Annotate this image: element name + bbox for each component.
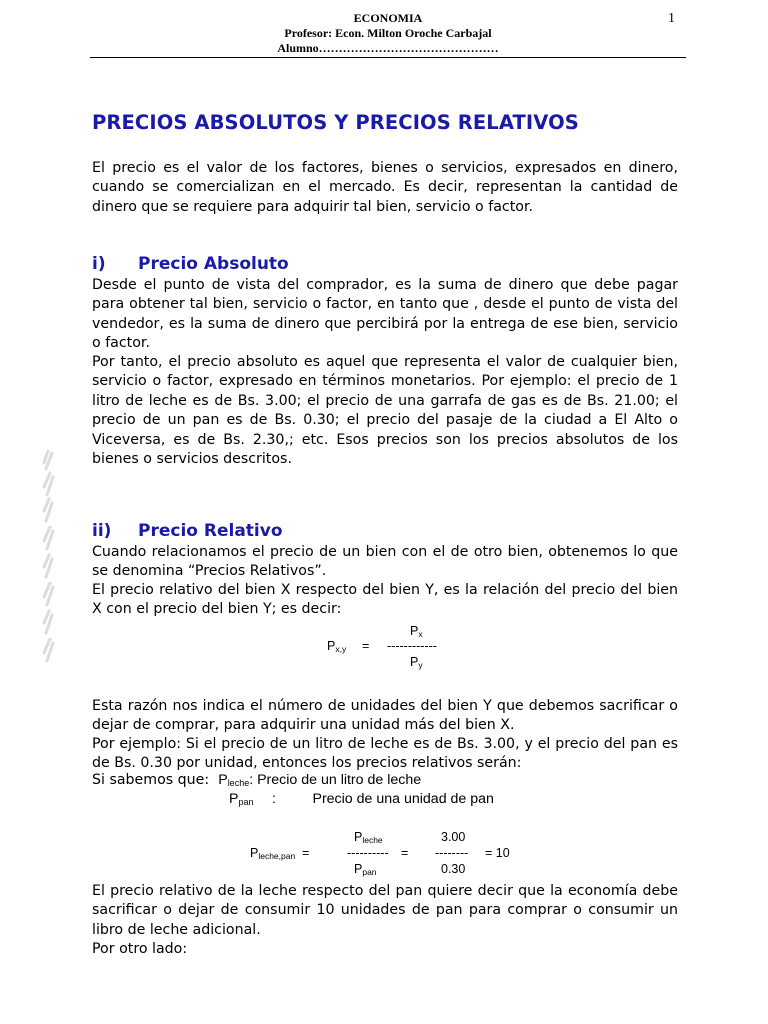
formula2-equals-2: = — [401, 846, 409, 860]
header-divider — [90, 57, 686, 58]
formula-divider: ------------ — [387, 639, 437, 653]
relative-price-paragraph-6: Por otro lado: — [92, 941, 188, 957]
absolute-price-paragraph-1: Desde el punto de vista del comprador, es la suma de dinero que debe pagar para obtener tal bien, servicio o factor, en tanto que , desde el punto de vista del vendedor, es la suma de dinero que percibirá por la entrega de ese bien, servicio o factor. — [92, 277, 678, 352]
course-name: ECONOMIA — [353, 11, 423, 25]
formula2-divider: ---------- — [347, 846, 389, 860]
formula-denominator: $P_y$ — [410, 655, 423, 670]
definition-leche: Si sabemos que: $P_{leche}$: Precio de un litro de leche — [92, 772, 422, 788]
section-title: Precio Absoluto — [138, 254, 289, 274]
section-title: Precio Relativo — [138, 521, 283, 541]
relative-price-paragraph-5: El precio relativo de la leche respecto del pan quiere decir que la economía debe sacrificar o dejar de consumir 10 unidades de pan para comprar o consumir un libro de leche adicional. — [92, 883, 678, 938]
formula2-equals: = — [302, 846, 310, 860]
formula2-value-divider: -------- — [435, 846, 469, 860]
professor-line: Profesor: Econ. Milton Oroche Carbajal — [284, 26, 492, 40]
formula2-value-numerator: 3.00 — [441, 830, 466, 844]
formula-numerator: $P_x$ — [410, 624, 423, 639]
relative-price-paragraph-1: Cuando relacionamos el precio de un bien con el de otro bien, obtenemos lo que se denomina “Precios Relativos”. — [92, 544, 678, 580]
relative-price-paragraph-3: Esta razón nos indica el número de unidades del bien Y que debemos sacrificar o dejar de comprar, para adquirir una unidad más del bien X. — [92, 698, 678, 734]
definition-pan: $P_{pan}$ : Precio de una unidad de pan — [229, 791, 494, 807]
student-line: Alumno……………………………………… — [277, 41, 499, 55]
side-watermark — [38, 447, 58, 667]
formula-equals: = — [362, 639, 370, 653]
absolute-price-paragraph-2: Por tanto, el precio absoluto es aquel que representa el valor de cualquier bien, servicio o factor, expresado en términos monetarios. Por ejemplo: el precio de 1 litro de leche es de Bs. 3.00; el precio de una garrafa de gas es de Bs. 21.00; el precio de un pan es de Bs. 0.30; el precio del pasaje de la ciudad a El Alto o Viceversa, es de Bs. 2.30,; etc. Esos precios son los precios absolutos de los bienes o servicios descritos. — [92, 354, 678, 468]
section-number: i) — [92, 254, 106, 274]
section-heading-precio-relativo — [92, 521, 283, 541]
relative-price-paragraph-4: Por ejemplo: Si el precio de un litro de leche es de Bs. 3.00, y el precio del pan es de Bs. 0.30 por unidad, entonces los precios relativos serán: — [92, 736, 678, 772]
relative-price-paragraph-2: El precio relativo del bien X respecto del bien Y, es la relación del precio del bien X con el precio del bien Y; es decir: — [92, 582, 678, 618]
page-number: 1 — [668, 11, 675, 26]
formula-lhs: $P_{x,y}$ — [327, 639, 347, 654]
formula2-denominator: $P_{pan}$ — [354, 862, 377, 877]
intro-paragraph: El precio es el valor de los factores, bienes o servicios, expresados en dinero, cuando se comercializan en el mercado. Es decir, representan la cantidad de dinero que se requiere para adquirir tal bien, servicio o factor. — [92, 160, 678, 215]
document-header — [90, 11, 686, 56]
formula2-result: = 10 — [485, 846, 510, 860]
formula2-numerator: $P_{leche}$ — [354, 830, 383, 845]
formula2-value-denominator: 0.30 — [441, 862, 466, 876]
section-number: ii) — [92, 521, 112, 541]
section-heading-precio-absoluto — [92, 254, 289, 274]
document-title: PRECIOS ABSOLUTOS Y PRECIOS RELATIVOS — [92, 111, 579, 134]
formula2-lhs: $P_{leche,pan}$ — [250, 846, 296, 861]
